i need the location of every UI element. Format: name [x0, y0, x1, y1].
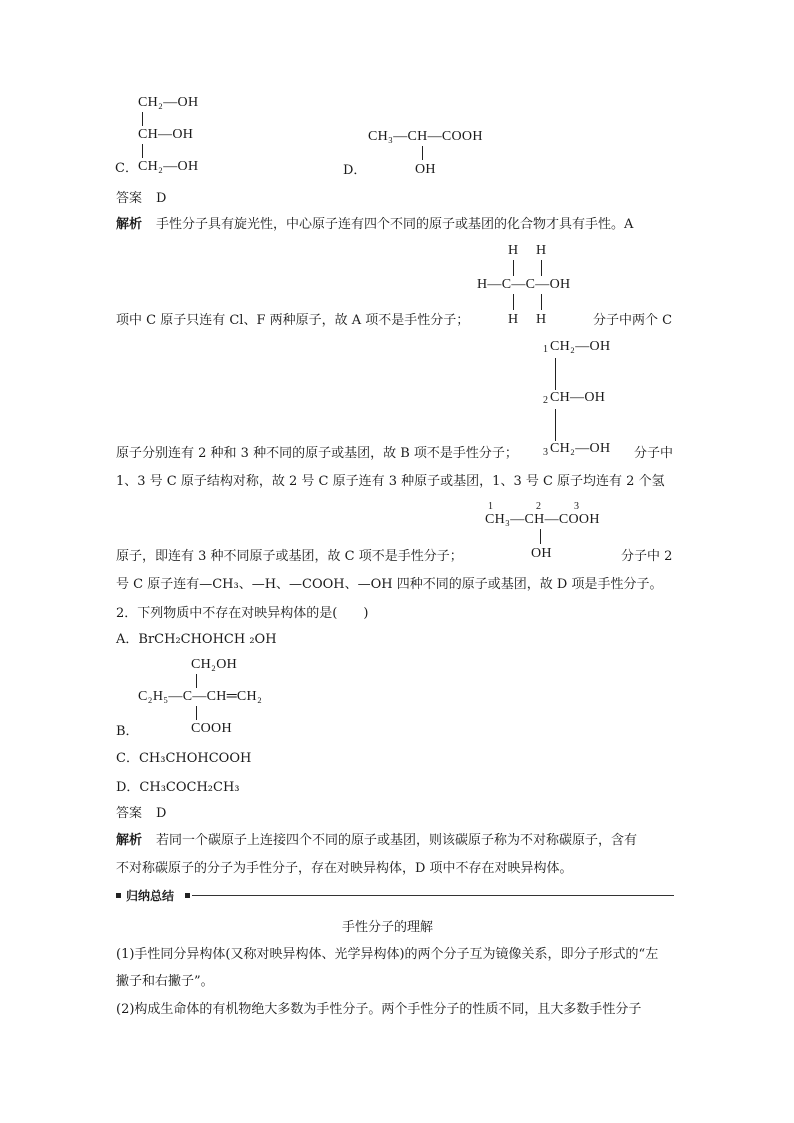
analysis-text: 1、3 号 C 原子结构对称，故 2 号 C 原子连有 3 种原子或基团，1、3 号 C 原子均连有 2 个氢	[116, 474, 665, 489]
bond-line	[196, 674, 197, 688]
analysis-text: 不对称碳原子的分子为手性分子，存在对映异构体，D 项中不存在对映异构体。	[116, 861, 573, 876]
bond-line	[422, 146, 423, 160]
summary-paragraph: 撇子和右撇子”。	[116, 974, 214, 989]
glycerol-row1: CH₂—OH	[550, 339, 611, 354]
option-a: A．BrCH₂CHOHCH ₂OH	[116, 632, 277, 647]
divider	[192, 895, 674, 896]
glycerol-row1: CH₂—OH	[138, 95, 199, 110]
carbon-number: 1	[543, 344, 549, 355]
substituent-top: CH₂OH	[191, 657, 238, 672]
analysis-text: 原子，即连有 3 种不同原子或基团，故 C 项不是手性分子；	[116, 549, 463, 564]
glycerol-row2: CH—OH	[138, 127, 194, 142]
lactic-acid-main: CH₃—CH—COOH	[368, 129, 483, 144]
lactic-acid-oh: OH	[415, 162, 436, 177]
lactic-acid-main: CH₃—CH—COOH	[485, 512, 600, 527]
bond-line	[540, 529, 541, 544]
glycerol-row3: CH₂—OH	[138, 159, 199, 174]
carbon-number: 1	[488, 501, 494, 512]
bond-line	[196, 706, 197, 720]
substituent-bottom: COOH	[191, 721, 232, 736]
analysis-label: 解析	[116, 217, 143, 232]
glycerol-row2: CH—OH	[550, 390, 606, 405]
question-stem: 2．下列物质中不存在对映异构体的是( )	[116, 606, 369, 621]
h-atom: H	[536, 243, 547, 258]
carbon-number: 3	[543, 447, 549, 458]
answer-value: D	[156, 191, 167, 206]
option-d: D．CH₃COCH₂CH₃	[116, 780, 240, 795]
analysis-text: 号 C 原子连有—CH₃、—H、—COOH、—OH 四种不同的原子或基团，故 D 项是手性分子。	[116, 577, 663, 592]
square-bullet-icon	[185, 893, 190, 898]
analysis-text: 手性分子具有旋光性，中心原子连有四个不同的原子或基团的化合物才具有手性。A	[156, 217, 634, 232]
square-bullet-icon	[116, 893, 121, 898]
analysis-text: 若同一个碳原子上连接四个不同的原子或基团，则该碳原子称为不对称碳原子，含有	[156, 833, 638, 848]
analysis-text: 分子中 2	[621, 549, 673, 564]
carbon-number: 3	[574, 501, 580, 512]
answer-label: 答案	[116, 806, 143, 821]
carbon-number: 2	[536, 501, 542, 512]
summary-title: 手性分子的理解	[342, 920, 434, 935]
bond-line	[541, 260, 542, 276]
analysis-label: 解析	[116, 833, 143, 848]
analysis-text: 原子分别连有 2 种和 3 种不同的原子或基团，故 B 项不是手性分子；	[116, 446, 518, 461]
bond-line	[513, 294, 514, 310]
bond-line	[555, 358, 556, 390]
option-d-label: D．	[343, 163, 367, 178]
h-atom: H	[508, 243, 519, 258]
summary-paragraph: (1)手性同分异构体(又称对映异构体、光学异构体)的两个分子互为镜像关系，即分子形式的“左	[116, 947, 659, 962]
answer-label: 答案	[116, 191, 143, 206]
analysis-text: 分子中	[634, 446, 674, 461]
bond-line	[142, 144, 143, 158]
analysis-text: 项中 C 原子只连有 Cl、F 两种原子，故 A 项不是手性分子；	[116, 313, 470, 328]
lactic-acid-oh: OH	[531, 546, 552, 561]
bond-line	[513, 260, 514, 276]
option-c-label: C．	[115, 161, 138, 176]
option-b-main: C₂H₅—C—CH═CH₂	[138, 689, 263, 704]
option-c: C．CH₃CHOHCOOH	[116, 751, 252, 766]
bond-line	[555, 409, 556, 441]
ethanol-row: H—C—C—OH	[477, 277, 571, 292]
h-atom: H	[536, 312, 547, 327]
h-atom: H	[508, 312, 519, 327]
answer-value: D	[156, 806, 167, 821]
summary-paragraph: (2)构成生命体的有机物绝大多数为手性分子。两个手性分子的性质不同，且大多数手性分子	[116, 1002, 642, 1017]
bond-line	[142, 112, 143, 126]
analysis-text: 分子中两个 C	[593, 313, 673, 328]
carbon-number: 2	[543, 395, 549, 406]
glycerol-row3: CH₂—OH	[550, 441, 611, 456]
option-b-label: B．	[116, 724, 139, 739]
summary-header-label: 归纳总结	[126, 889, 175, 903]
bond-line	[541, 294, 542, 310]
